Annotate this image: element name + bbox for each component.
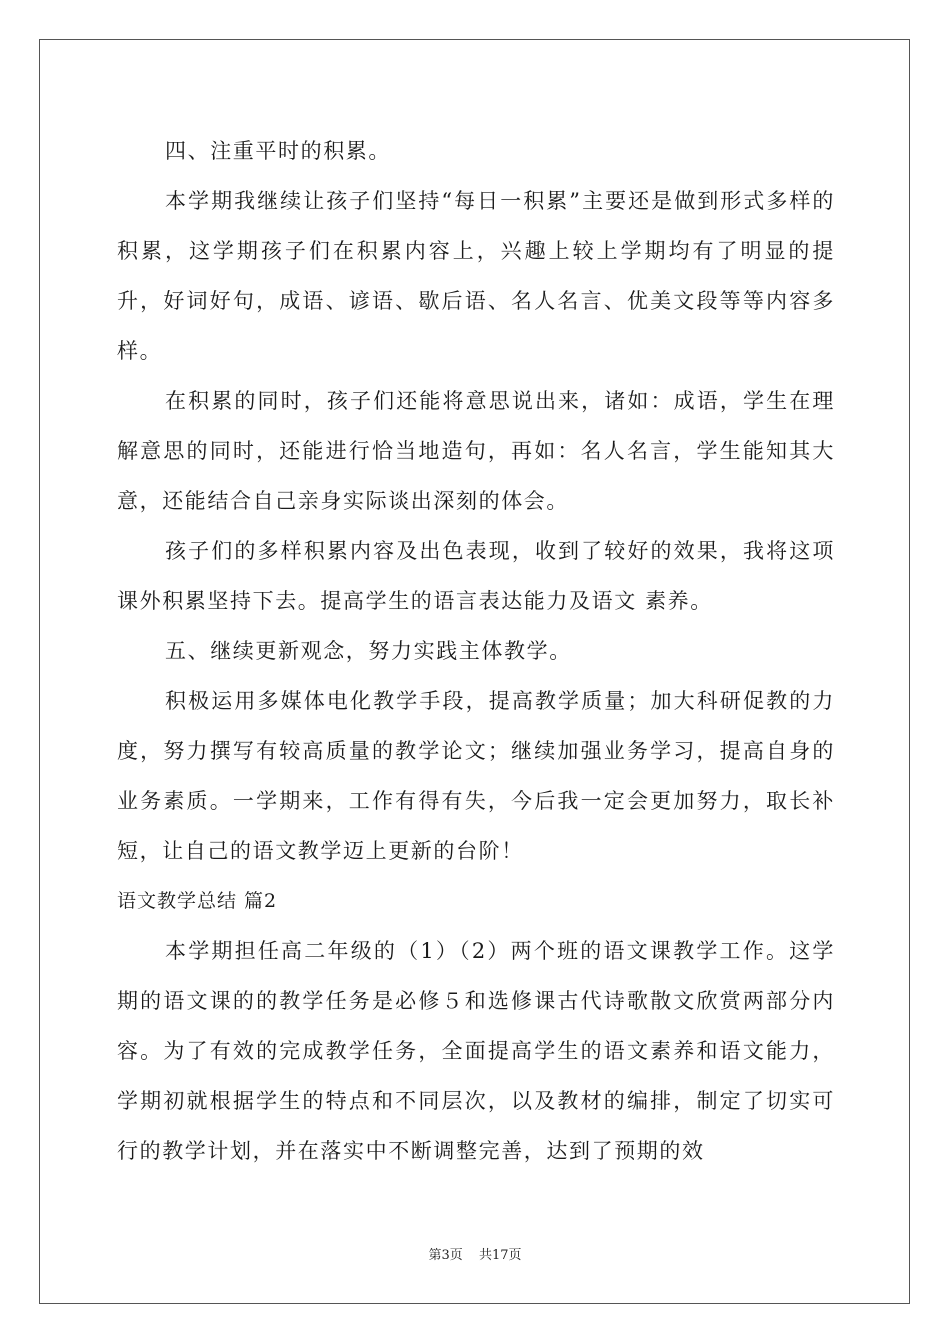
page-number: 第3页 [428, 1248, 463, 1263]
paragraph-semester: 本学期担任高二年级的（1）（2）两个班的语文课教学工作。这学期的语文课的的教学任务是必修５和选修课古代诗歌散文欣赏两部分内容。为了有效的完成教学任务，全面提高学生的语文素养和语文能力，学期初就根据学生的特点和不同层次，以及教材的编排，制定了切实可行的教学计划，并在落实中不断调整完善，达到了预期的效 [117, 939, 835, 1163]
document-body [117, 126, 835, 1176]
paragraph-meaning: 在积累的同时，孩子们还能将意思说出来，诸如：成语，学生在理解意思的同时，还能进行恰当地造句，再如：名人名言，学生能知其大意，还能结合自己亲身实际谈出深刻的体会。 [117, 389, 835, 513]
page-footer [0, 1244, 950, 1263]
paragraph-accumulation: 本学期我继续让孩子们坚持“每日一积累”主要还是做到形式多样的积累，这学期孩子们在积累内容上，兴趣上较上学期均有了明显的提升，好词好句，成语、谚语、歇后语、名人名言、优美文段等等内容多样。 [117, 189, 835, 363]
section-heading-4: 四、注重平时的积累。 [165, 139, 391, 163]
article-title: 语文教学总结 篇2 [117, 890, 278, 912]
page-total: 共17页 [478, 1248, 522, 1263]
section-heading-5: 五、继续更新观念，努力实践主体教学。 [165, 639, 572, 663]
paragraph-multimedia: 积极运用多媒体电化教学手段，提高教学质量；加大科研促教的力度，努力撰写有较高质量的教学论文；继续加强业务学习，提高自身的业务素质。一学期来，工作有得有失，今后我一定会更加努力，取长补短，让自己的语文教学迈上更新的台阶！ [117, 689, 835, 863]
paragraph-results: 孩子们的多样积累内容及出色表现，收到了较好的效果，我将这项课外积累坚持下去。提高学生的语言表达能力及语文 素养。 [117, 539, 835, 613]
